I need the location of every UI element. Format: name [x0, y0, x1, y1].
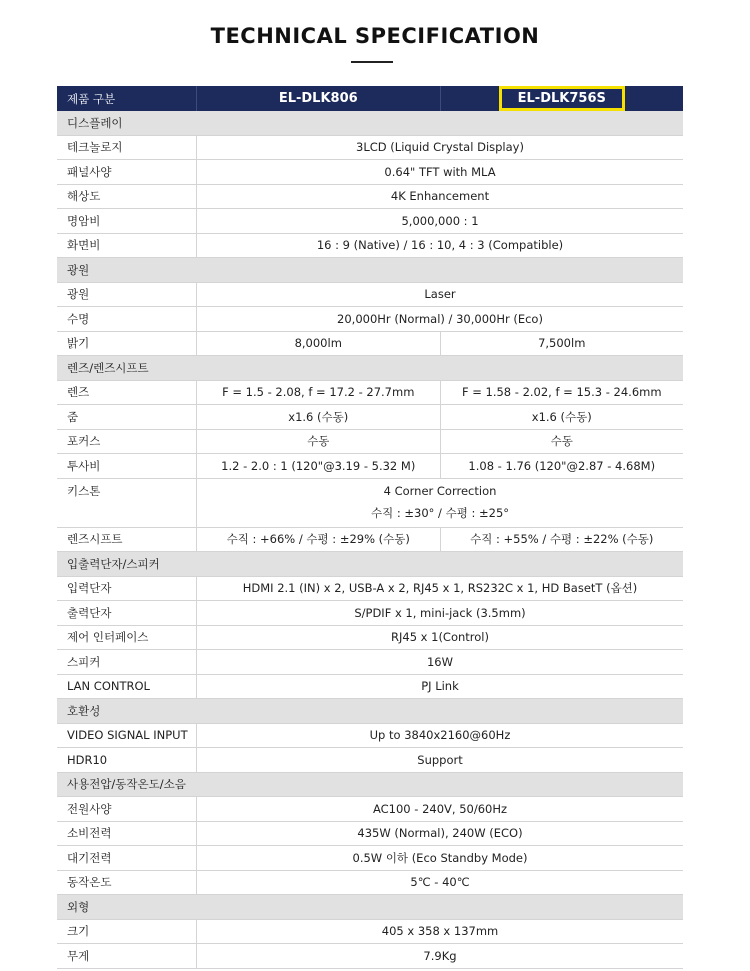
row-label: 대기전력	[57, 846, 197, 870]
spec-table	[57, 86, 683, 969]
model-a-heading: EL-DLK806	[278, 91, 358, 106]
row-value-line1: 4 Corner Correction	[383, 484, 497, 498]
section-label: 입출력단자/스피커	[67, 556, 160, 571]
row-value: 16 : 9 (Native) / 16 : 10, 4 : 3 (Compatible)	[316, 238, 564, 253]
table-row	[57, 332, 683, 357]
row-value: 20,000Hr (Normal) / 30,000Hr (Eco)	[337, 311, 543, 326]
table-row	[57, 748, 683, 773]
row-label: 스피커	[57, 650, 197, 674]
table-row	[57, 846, 683, 871]
row-label: 포커스	[57, 430, 197, 454]
row-label: 소비전력	[57, 822, 197, 846]
table-row	[57, 430, 683, 455]
row-value-line2: 수직 : ±30° / 수평 : ±25°	[370, 506, 510, 520]
keystone-lines	[371, 479, 509, 527]
table-row	[57, 479, 683, 528]
row-value-b: 수동	[440, 430, 684, 454]
row-value-a: x1.6 (수동)	[288, 409, 349, 424]
table-row	[57, 160, 683, 185]
row-value: Up to 3840x2160@60Hz	[369, 728, 511, 743]
header-label: 제품 구분	[57, 86, 197, 111]
section-label: 호환성	[67, 703, 101, 718]
row-value-b: 수직 : +55% / 수평 : ±22% (수동)	[440, 528, 684, 552]
table-row	[57, 920, 683, 945]
row-label: 투사비	[57, 454, 197, 478]
row-label: 밝기	[57, 332, 197, 356]
row-value: 3LCD (Liquid Crystal Display)	[356, 140, 524, 155]
row-value: 0.64" TFT with MLA	[384, 164, 496, 179]
table-row	[57, 822, 683, 847]
row-label: 해상도	[57, 185, 197, 209]
section-compat	[57, 699, 683, 724]
table-row	[57, 675, 683, 700]
row-value: 16W	[426, 654, 453, 669]
row-value: RJ45 x 1(Control)	[391, 630, 489, 645]
row-label: 무게	[57, 944, 197, 968]
table-row	[57, 601, 683, 626]
table-row	[57, 381, 683, 406]
row-value: HDMI 2.1 (IN) x 2, USB-A x 2, RJ45 x 1, RS232C x 1, HD BasetT (옵션)	[242, 581, 638, 596]
section-display	[57, 111, 683, 136]
table-row	[57, 626, 683, 651]
row-value: Laser	[424, 287, 456, 302]
table-row	[57, 136, 683, 161]
row-value: 435W (Normal), 240W (ECO)	[357, 826, 523, 841]
row-label: HDR10	[57, 748, 197, 772]
section-label: 광원	[67, 262, 90, 277]
row-value-a: 수직 : +66% / 수평 : ±29% (수동)	[226, 532, 410, 547]
section-light	[57, 258, 683, 283]
row-value-a: 1.2 - 2.0 : 1 (120"@3.19 - 5.32 M)	[221, 458, 416, 473]
section-power	[57, 773, 683, 798]
row-value: PJ Link	[421, 679, 459, 694]
model-b-heading: EL-DLK756S	[499, 86, 625, 111]
row-label: 제어 인터페이스	[57, 626, 197, 650]
row-value-b: 1.08 - 1.76 (120"@2.87 - 4.68M)	[440, 454, 684, 478]
row-label: 화면비	[57, 234, 197, 258]
row-value: 4K Enhancement	[390, 189, 490, 204]
row-value: AC100 - 240V, 50/60Hz	[372, 801, 508, 816]
section-label: 사용전압/동작온도/소음	[67, 777, 186, 792]
page-title: TECHNICAL SPECIFICATION	[210, 24, 540, 48]
row-label: 전원사양	[57, 797, 197, 821]
row-label: 광원	[57, 283, 197, 307]
row-value-cell	[197, 479, 683, 527]
row-value-b: x1.6 (수동)	[440, 405, 684, 429]
row-label: 렌즈	[57, 381, 197, 405]
section-lens	[57, 356, 683, 381]
row-value-a: 8,000lm	[294, 336, 342, 351]
table-row	[57, 871, 683, 896]
row-label: 줌	[57, 405, 197, 429]
table-row	[57, 797, 683, 822]
row-value: 405 x 358 x 137mm	[381, 924, 499, 939]
row-label: 패널사양	[57, 160, 197, 184]
table-row	[57, 209, 683, 234]
row-label: 동작온도	[57, 871, 197, 895]
row-label: 수명	[57, 307, 197, 331]
row-label: 입력단자	[57, 577, 197, 601]
table-row	[57, 528, 683, 553]
row-label: VIDEO SIGNAL INPUT	[57, 724, 197, 748]
row-value: 5,000,000 : 1	[401, 213, 479, 228]
row-value: 7.9Kg	[423, 948, 457, 963]
row-value: 0.5W 이하 (Eco Standby Mode)	[352, 850, 528, 865]
section-exterior	[57, 895, 683, 920]
table-row	[57, 307, 683, 332]
row-value: Support	[417, 752, 463, 767]
row-label: 테크놀로지	[57, 136, 197, 160]
header-row	[57, 86, 683, 111]
row-value-a: 수동	[307, 434, 330, 449]
section-io	[57, 552, 683, 577]
table-row	[57, 650, 683, 675]
table-row	[57, 724, 683, 749]
row-label: 명암비	[57, 209, 197, 233]
table-row	[57, 185, 683, 210]
row-value: 5℃ - 40℃	[410, 875, 470, 890]
table-row	[57, 234, 683, 259]
row-label: LAN CONTROL	[57, 675, 197, 699]
row-label: 출력단자	[57, 601, 197, 625]
model-b-heading-cell	[440, 86, 684, 111]
table-row	[57, 454, 683, 479]
row-value: S/PDIF x 1, mini-jack (3.5mm)	[354, 605, 526, 620]
table-row	[57, 944, 683, 969]
table-row	[57, 283, 683, 308]
row-label: 크기	[57, 920, 197, 944]
section-label: 외형	[67, 899, 90, 914]
row-label: 렌즈시프트	[57, 528, 197, 552]
section-label: 디스플레이	[67, 115, 123, 130]
row-value-a: F = 1.5 - 2.08, f = 17.2 - 27.7mm	[222, 385, 415, 400]
row-label: 키스톤	[57, 479, 197, 527]
section-label: 렌즈/렌즈시프트	[67, 360, 149, 375]
row-value-b: 7,500lm	[440, 332, 684, 356]
table-row	[57, 405, 683, 430]
row-value-b: F = 1.58 - 2.02, f = 15.3 - 24.6mm	[440, 381, 684, 405]
title-divider	[351, 61, 393, 63]
table-row	[57, 577, 683, 602]
